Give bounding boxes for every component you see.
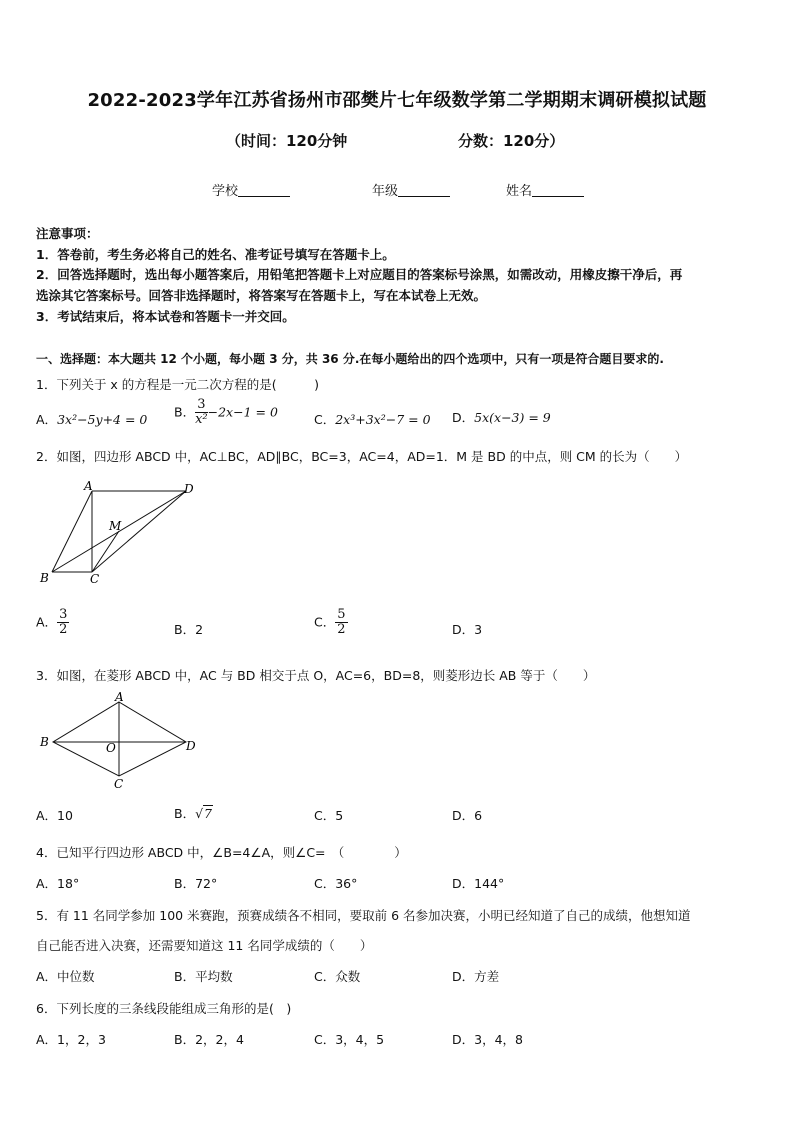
section-heading: 一、选择题：本大题共 12 个小题，每小题 3 分，共 36 分.在每小题给出的四个选项中，只有一项是符合题目要求的. (36, 352, 664, 366)
q2-segment-cm (92, 531, 119, 572)
q1-option-b: B． $\frac{3}{\text{x²}}$ −2x−1 = 0 (174, 397, 278, 428)
school-blank (238, 183, 290, 197)
notice-heading: 注意事项： (36, 226, 99, 241)
q5-option-d: D．方差 (452, 969, 500, 984)
q4-option-c: C．36° (314, 876, 358, 891)
q2-side-cd (92, 491, 186, 572)
q2-option-c: C． $\frac{5}{2}$ (314, 607, 346, 638)
name-label: 姓名 (506, 184, 533, 199)
score-info: 分数：120分） (458, 132, 565, 150)
notice-item-2: 2．回答选择题时，选出每小题答案后，用铅笔把答题卡上对应题目的答案标号涂黑，如需改动，用橡皮擦干净后，再 (36, 267, 683, 282)
notice-item-1: 1．答卷前，考生务必将自己的姓名、准考证号填写在答题卡上。 (36, 247, 395, 262)
notice-item-3: 3．考试结束后，将本试卷和答题卡一并交回。 (36, 309, 295, 324)
name-blank (532, 183, 584, 197)
q1-option-a: A．3x²−5y+4 = 0 (36, 412, 148, 427)
q1-option-c: C．2x³+3x²−7 = 0 (314, 412, 431, 427)
grade-blank (398, 183, 450, 197)
q2-label-m: M (109, 519, 122, 533)
q3-label-o: O (106, 741, 116, 755)
grade-field (372, 180, 450, 199)
grade-label: 年级 (372, 184, 399, 199)
time-info: （时间：120分钟 (226, 132, 348, 150)
q5-stem: 5．有 11 名同学参加 100 米赛跑，预赛成绩各不相同，要取前 6 名参加决赛，小明已经知道了自己的成绩，他想知道 (36, 908, 691, 923)
q2-label-c: C (90, 572, 100, 586)
q6-option-b: B．2，2，4 (174, 1032, 244, 1047)
q1-b-fraction: $\frac{3}{\text{x²}}$ (195, 397, 208, 428)
q4-stem: 4．已知平行四边形 ABCD 中，∠B=4∠A，则∠C= （ ） (36, 845, 407, 860)
q2-label-d: D (184, 482, 194, 496)
q4-option-b: B．72° (174, 876, 218, 891)
name-field (506, 180, 584, 199)
q2-option-b: B．2 (174, 622, 204, 637)
q3-label-b: B (40, 735, 49, 749)
q2-quadrilateral-figure (36, 478, 206, 588)
q3-option-b: B．√7 (174, 806, 212, 821)
q6-option-c: C．3，4，5 (314, 1032, 385, 1047)
school-label: 学校 (212, 184, 239, 199)
q3-b-sqrt: √ (195, 806, 204, 821)
page-title: 2022-2023学年江苏省扬州市邵樊片七年级数学第二学期期末调研模拟试题 (87, 90, 707, 111)
q2-option-d: D．3 (452, 622, 483, 637)
q5-option-a: A．中位数 (36, 969, 95, 984)
q2-stem: 2．如图，四边形 ABCD 中，AC⊥BC，AD∥BC，BC=3，AC=4，AD=1．M 是 BD 的中点，则 CM 的长为（ ） (36, 449, 688, 464)
q3-option-c: C．5 (314, 808, 344, 823)
school-field (212, 180, 290, 199)
q1-stem: 1．下列关于 x 的方程是一元二次方程的是( ) (36, 377, 320, 392)
q2-label-a: A (84, 479, 93, 493)
q3-option-a: A．10 (36, 808, 73, 823)
q4-option-d: D．144° (452, 876, 505, 891)
q6-stem: 6．下列长度的三条线段能组成三角形的是( ) (36, 1001, 292, 1016)
q3-stem: 3．如图，在菱形 ABCD 中，AC 与 BD 相交于点 O，AC=6，BD=8，则菱形边长 AB 等于（ ） (36, 668, 596, 683)
q6-option-d: D．3，4，8 (452, 1032, 523, 1047)
q6-option-a: A．1，2，3 (36, 1032, 106, 1047)
q5-stem-cont: 自己能否进入决赛，还需要知道这 11 名同学成绩的（ ） (36, 938, 373, 953)
q5-option-b: B．平均数 (174, 969, 233, 984)
q3-label-a: A (115, 692, 124, 704)
q3-label-d: D (186, 739, 196, 753)
q5-option-c: C．众数 (314, 969, 361, 984)
q4-option-a: A．18° (36, 876, 80, 891)
q3-label-c: C (114, 777, 124, 791)
q3-option-d: D．6 (452, 808, 483, 823)
q3-rhombus-figure (36, 692, 206, 792)
q1-option-d: D．5x(x−3) = 9 (452, 410, 551, 425)
q2-label-b: B (40, 571, 49, 585)
notice-item-2-cont: 选涂其它答案标号。回答非选择题时，将答案写在答题卡上，写在本试卷上无效。 (36, 288, 487, 303)
q2-option-a: A． $\frac{3}{2}$ (36, 607, 68, 638)
